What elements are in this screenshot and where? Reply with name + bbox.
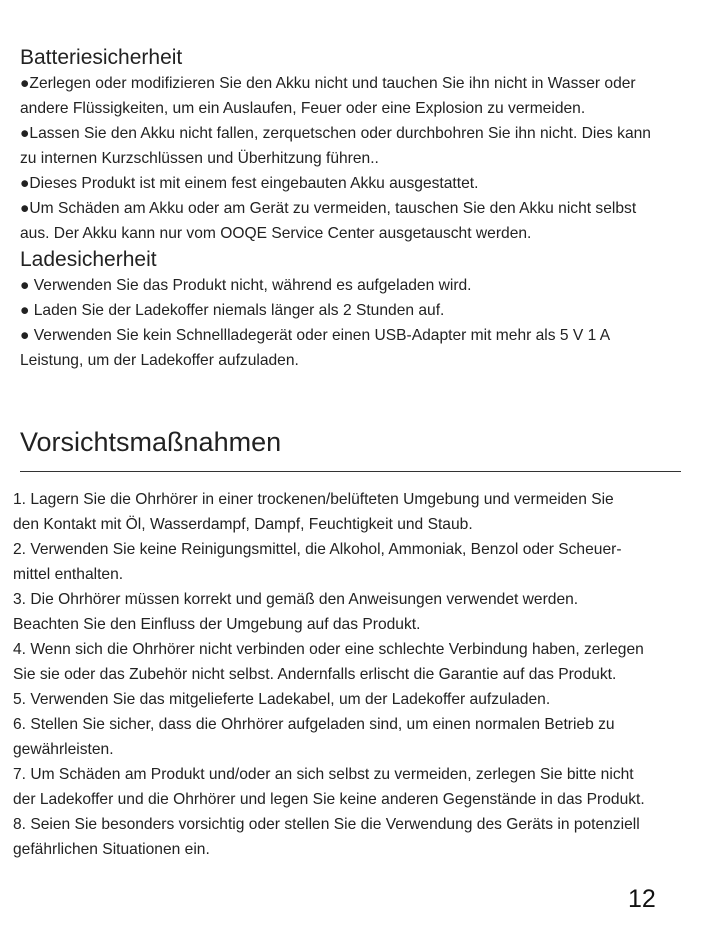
battery-item: ●Um Schäden am Akku oder am Gerät zu vermeiden, tauschen Sie den Akku nicht selbst aus. Der Akku kann nur vom OOQE Service Center ausgetauscht werden. [20,200,637,242]
safety-section [20,44,710,373]
battery-item: ●Lassen Sie den Akku nicht fallen, zerquetschen oder durchbohren Sie ihn nicht. Dies kann zu internen Kurzschlüssen und Überhitzung führen.. [20,125,651,167]
charging-item: ● Verwenden Sie das Produkt nicht, während es aufgeladen wird. [20,277,472,294]
precaution-item: 7. Um Schäden am Produkt und/oder an sich selbst zu vermeiden, zerlegen Sie bitte nicht der Ladekoffer und die Ohrhörer und legen Sie keine anderen Gegenstände in das Produkt. [13,766,645,808]
battery-item: ●Dieses Produkt ist mit einem fest eingebauten Akku ausgestattet. [20,175,479,192]
charging-item: ● Laden Sie der Ladekoffer niemals länger als 2 Stunden auf. [20,302,445,319]
charging-item: ● Verwenden Sie kein Schnellladegerät oder einen USB-Adapter mit mehr als 5 V 1 A Leistung, um der Ladekoffer aufzuladen. [20,327,611,369]
precaution-item: 6. Stellen Sie sicher, dass die Ohrhörer aufgeladen sind, um einen normalen Betrieb zu gewährleisten. [13,716,615,758]
precaution-item: 8. Seien Sie besonders vorsichtig oder stellen Sie die Verwendung des Geräts in potenziell gefährlichen Situationen ein. [13,816,640,858]
battery-item: ●Zerlegen oder modifizieren Sie den Akku nicht und tauchen Sie ihn nicht in Wasser oder andere Flüssigkeiten, um ein Auslaufen, Feuer oder eine Explosion zu vermeiden. [20,75,636,117]
page-number: 12 [628,885,656,913]
precaution-item: 4. Wenn sich die Ohrhörer nicht verbinden oder eine schlechte Verbindung haben, zerlegen Sie sie oder das Zubehör nicht selbst. Andernfalls erlischt die Garantie auf das Produkt. [13,641,644,683]
precautions-title: Vorsichtsmaßnahmen [20,427,282,457]
precaution-item: 2. Verwenden Sie keine Reinigungsmittel, die Alkohol, Ammoniak, Benzol oder Scheuer- mittel enthalten. [13,541,622,583]
title-divider [20,471,681,472]
precaution-item: 1. Lagern Sie die Ohrhörer in einer trockenen/belüfteten Umgebung und vermeiden Sie den Kontakt mit Öl, Wasserdampf, Dampf, Feuchtigkeit und Staub. [13,491,614,533]
precautions-list [13,487,713,862]
battery-safety-heading: Batteriesicherheit [20,46,183,69]
precaution-item: 3. Die Ohrhörer müssen korrekt und gemäß den Anweisungen verwendet werden. Beachten Sie den Einfluss der Umgebung auf das Produkt. [13,591,579,633]
precaution-item: 5. Verwenden Sie das mitgelieferte Ladekabel, um der Ladekoffer aufzuladen. [13,691,551,708]
charging-safety-heading: Ladesicherheit [20,248,157,271]
